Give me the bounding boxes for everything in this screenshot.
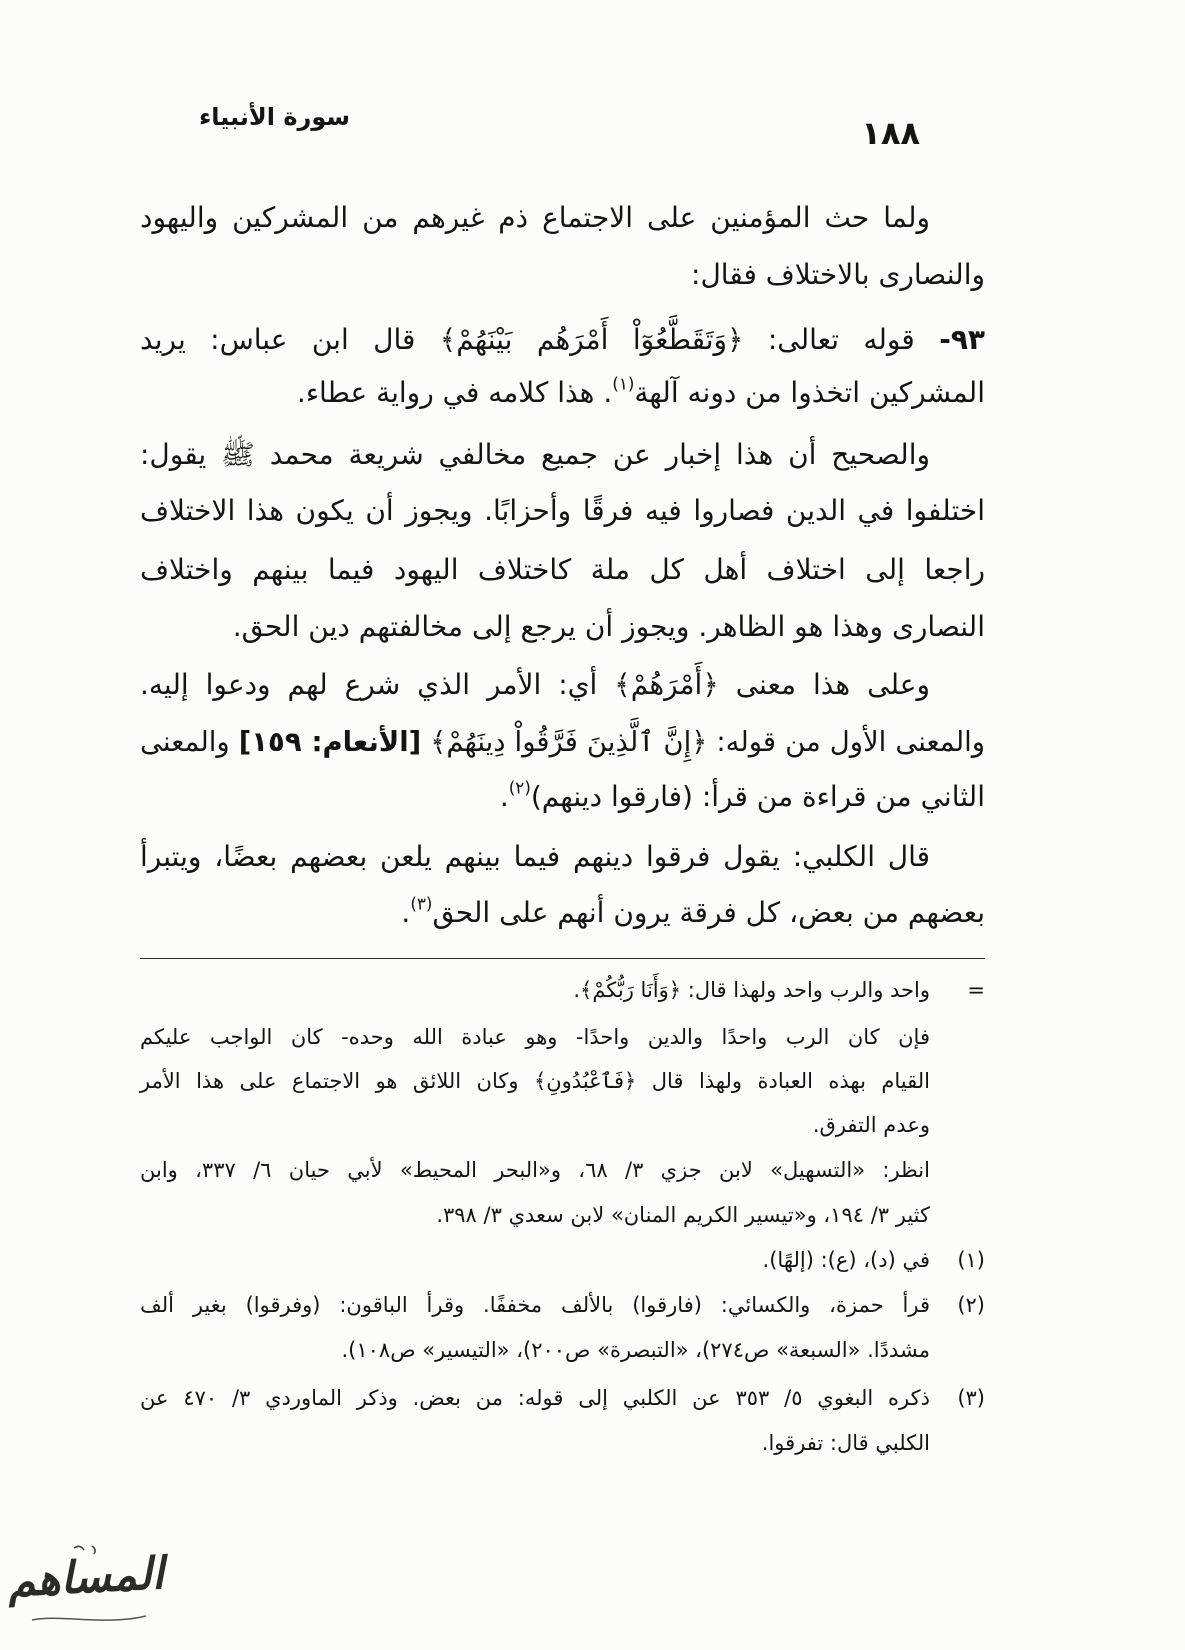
line-text: الثاني من قراءة من قرأ: (فارقوا دينهم)	[530, 780, 985, 813]
body-line	[140, 190, 930, 246]
logo-lettering: المساهم	[6, 1548, 166, 1608]
line-text: والمعنى الأول من قوله: ﴿إِنَّ ٱلَّذِينَ فَرَّقُواْ دِينَهُمْ﴾	[421, 726, 985, 758]
body-line	[140, 247, 985, 303]
footnote-line: ذكره البغوي ٥/ ٣٥٣ عن الكلبي إلى قوله: من بعض. وذكر الماوردي ٣/ ٤٧٠ عن	[140, 1386, 930, 1410]
line-text: .	[499, 780, 509, 813]
line-text: قوله تعالى: ﴿وَتَقَطَّعُوٓاْ أَمْرَهُم بَيْنَهُمْ﴾ قال ابن عباس: يريد	[140, 323, 940, 356]
line-text: والنصارى بالاختلاف فقال:	[691, 258, 985, 291]
footnote-line: كثير ٣/ ١٩٤، و«تيسير الكريم المنان» لابن سعدي ٣/ ٣٩٨.	[436, 1203, 930, 1227]
line-text: والمعنى	[140, 726, 239, 758]
footnote-line: وعدم التفرق.	[812, 1113, 930, 1137]
footnote-line: قرأ حمزة، والكسائي: (فارقوا) بالألف مخففًا. وقرأ الباقون: (وفرقوا) بغير ألف	[140, 1293, 930, 1317]
line-text: المشركين اتخذوا من دونه آلهة	[634, 376, 985, 409]
calligraphy-logo	[6, 1540, 166, 1632]
footnote-line: فإن كان الرب واحدًا والدين واحدًا- وهو عبادة الله وحده- كان الواجب عليكم	[140, 1025, 930, 1049]
footnote-line: القيام بهذه العبادة ولهذا قال ﴿فَٱعْبُدُونِ﴾ وكان اللائق هو الاجتماع على هذا الأمر	[140, 1069, 930, 1093]
line-text: ولما حث المؤمنين على الاجتماع ذم غيرهم من المشركين واليهود	[140, 201, 930, 234]
footnote-line: انظر: «التسهيل» لابن جزي ٣/ ٦٨، و«البحر المحيط» لأبي حيان ٦/ ٣٣٧، وابن	[140, 1158, 930, 1182]
body-line	[140, 769, 985, 825]
body-line	[140, 542, 985, 598]
body-line	[140, 885, 985, 941]
footnote-line: الكلبي قال: تفرقوا.	[761, 1431, 930, 1455]
footnote-separator	[140, 958, 985, 959]
line-text: بعضهم من بعض، كل فرقة يرون أنهم على الحق	[432, 896, 985, 929]
footnote-continuation-marker: =	[967, 978, 985, 1002]
body-line	[140, 599, 985, 655]
footnote-marker: (١)	[957, 1248, 985, 1272]
page-number: ١٨٨	[861, 114, 920, 152]
line-text: .	[401, 896, 411, 929]
line-text: . هذا كلامه في رواية عطاء.	[296, 376, 613, 409]
footnote-marker: (٢)	[957, 1293, 985, 1317]
quran-citation: [الأنعام: ١٥٩]	[238, 726, 422, 758]
line-text: راجعا إلى اختلاف أهل كل ملة كاختلاف اليهود فيما بينهم واختلاف	[140, 553, 985, 586]
footnote-line: في (د)، (ع): (إلهًا).	[762, 1248, 930, 1272]
footnote-reference: (٢)	[508, 777, 531, 798]
body-line	[140, 365, 985, 421]
line-text: اختلفوا في الدين فصاروا فيه فرقًا وأحزابًا. ويجوز أن يكون هذا الاختلاف	[140, 494, 985, 527]
body-line	[140, 483, 985, 539]
footnote-marker: (٣)	[957, 1386, 985, 1410]
footnote-line: واحد والرب واحد ولهذا قال: ﴿وَأَنَا رَبُّكُمْ﴾.	[573, 978, 930, 1002]
body-line	[140, 714, 985, 770]
line-text: وعلى هذا معنى ﴿أَمْرَهُمْ﴾ أي: الأمر الذي شرع لهم ودعوا إليه.	[140, 668, 930, 701]
footnote-line: مشددًا. «السبعة» ص٢٧٤)، «التبصرة» ص٢٠٠)، «التيسير» ص١٠٨).	[341, 1338, 930, 1362]
line-text: النصارى وهذا هو الظاهر. ويجوز أن يرجع إلى مخالفتهم دين الحق.	[232, 610, 985, 643]
body-line	[140, 427, 930, 483]
body-line	[140, 829, 930, 885]
body-line	[140, 312, 985, 368]
verse-number: ٩٣-	[939, 323, 985, 356]
surah-title: سورة الأنبياء	[199, 103, 350, 131]
footnote-reference: (٣)	[410, 893, 433, 914]
body-line	[140, 657, 930, 713]
line-text: والصحيح أن هذا إخبار عن جميع مخالفي شريعة محمد ﷺ يقول:	[140, 438, 930, 471]
footnote-reference: (١)	[612, 373, 635, 394]
line-text: قال الكلبي: يقول فرقوا دينهم فيما بينهم يلعن بعضهم بعضًا، ويتبرأ	[140, 840, 930, 873]
